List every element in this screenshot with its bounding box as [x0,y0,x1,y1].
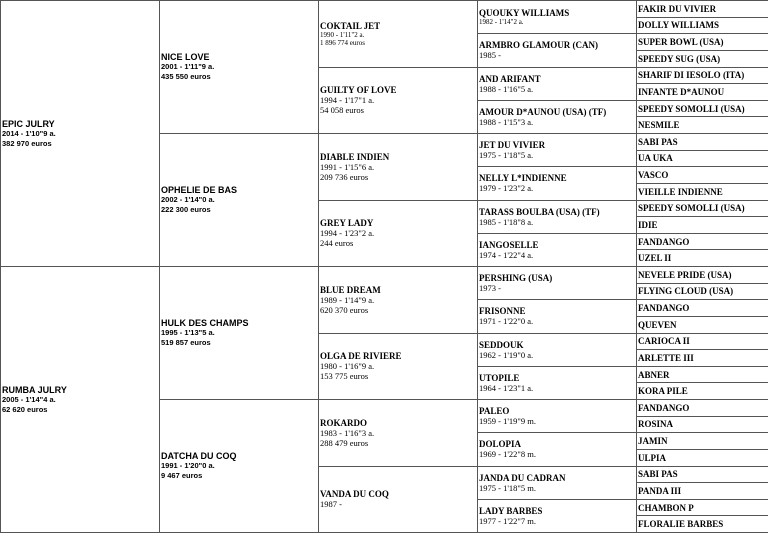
horse-record: 1964 - 1'23"1 a. [479,382,534,393]
horse-earnings: 62 620 euros [2,404,48,414]
horse-name: RUMBA JULRY [2,384,67,395]
ancestor-gen3 [319,134,478,201]
horse-record: 1991 - 1'15"6 a. [320,161,375,172]
horse-name: LADY BARBES [479,505,543,516]
horse-earnings: 435 550 euros [161,72,211,81]
horse-record: 1962 - 1'19"0 a. [479,349,534,360]
horse-record: 1977 - 1'22"7 m. [479,515,536,526]
horse-name: DOLOPIA [479,439,522,450]
horse-name: NICE LOVE [161,52,210,62]
horse-earnings: 382 970 euros [2,138,52,148]
horse-name: ROKARDO [320,417,367,428]
horse-record: 1969 - 1'22"8 m. [479,449,536,460]
horse-record: 1989 - 1'14"9 a. [320,294,375,305]
horse-name: GREY LADY [320,218,374,229]
ancestor-gen5: QUEVEN [637,316,768,333]
horse-record: 1990 - 1'11"2 a. [320,30,365,39]
ancestor-gen5: UA UKA [637,150,768,167]
ancestor-gen5: SABI PAS [637,466,768,483]
ancestor-gen5: ROSINA [637,416,768,433]
horse-record: 1991 - 1'20"0 a. [161,461,215,470]
horse-earnings: 519 857 euros [161,338,211,347]
horse-record: 2001 - 1'11"9 a. [161,62,215,71]
horse-record: 1959 - 1'19"9 m. [479,416,536,427]
horse-record: 1974 - 1'22"4 a. [479,249,534,260]
ancestor-gen5: SUPER BOWL (USA) [637,34,768,51]
horse-record: 1988 - 1'15"3 a. [479,116,534,127]
horse-earnings: 288 479 euros [320,437,369,448]
horse-record: 1975 - 1'18"5 a. [479,150,534,161]
ancestor-gen5: ULPIA [637,449,768,466]
ancestor-gen5: CHAMBON P [637,499,768,516]
horse-name: PERSHING (USA) [479,273,553,284]
ancestor-gen5: ARLETTE III [637,350,768,367]
ancestor-gen3 [319,333,478,400]
ancestor-gen3 [319,466,478,533]
horse-name: OPHELIE DE BAS [161,185,238,195]
ancestor-gen5: FLORALIE BARBES [637,516,768,533]
horse-record: 1988 - 1'16"5 a. [479,83,534,94]
ancestor-gen4 [478,67,637,100]
horse-name: HULK DES CHAMPS [161,318,249,328]
pedigree-body [1,1,768,533]
horse-earnings: 209 736 euros [320,171,369,182]
horse-name: DATCHA DU COQ [161,451,237,461]
horse-name: ARMBRO GLAMOUR (CAN) [479,40,598,51]
ancestor-gen4 [478,233,637,266]
horse-earnings: 54 058 euros [320,105,364,116]
horse-name: AMOUR D*AUNOU (USA) (TF) [479,106,607,117]
ancestor-gen2 [160,1,319,134]
horse-name: AND ARIFANT [479,73,541,84]
horse-record: 1994 - 1'17"1 a. [320,95,375,106]
horse-earnings: 9 467 euros [161,471,203,480]
horse-earnings: 153 775 euros [320,371,369,382]
ancestor-gen5: NEVELE PRIDE (USA) [637,267,768,284]
horse-record: 1975 - 1'18"5 m. [479,482,536,493]
ancestor-gen4 [478,466,637,499]
horse-name: GUILTY OF LOVE [320,85,397,96]
ancestor-gen5: IDIE [637,217,768,234]
ancestor-gen3 [319,200,478,267]
ancestor-gen5: DOLLY WILLIAMS [637,17,768,34]
pedigree-row [1,1,768,18]
ancestor-gen5: FANDANGO [637,400,768,417]
horse-earnings: 620 370 euros [320,304,369,315]
ancestor-gen4 [478,1,637,34]
ancestor-gen5: KORA PILE [637,383,768,400]
ancestor-gen5: FLYING CLOUD (USA) [637,283,768,300]
horse-record: 1971 - 1'22"0 a. [479,316,534,327]
ancestor-gen4 [478,366,637,399]
ancestor-gen3 [319,67,478,134]
horse-record: 1987 - [320,499,342,510]
horse-name: QUOUKY WILLIAMS [479,8,570,19]
horse-record: 1983 - 1'16"3 a. [320,427,375,438]
ancestor-gen4 [478,34,637,67]
horse-name: VANDA DU COQ [320,489,389,500]
horse-record: 2014 - 1'10"9 a. [2,128,56,138]
ancestor-gen2 [160,267,319,400]
horse-name: OLGA DE RIVIERE [320,351,402,362]
ancestor-gen1 [1,1,160,267]
ancestor-gen3 [319,267,478,334]
ancestor-gen4 [478,433,637,466]
horse-record: 1979 - 1'23"2 a. [479,183,534,194]
ancestor-gen4 [478,134,637,167]
horse-name: UTOPILE [479,372,520,383]
horse-earnings: 1 896 774 euros [320,38,365,47]
horse-name: PALEO [479,406,510,417]
horse-record: 2002 - 1'14"0 a. [161,195,215,204]
horse-name: JET DU VIVIER [479,140,546,151]
ancestor-gen3 [319,400,478,467]
horse-name: BLUE DREAM [320,284,381,295]
ancestor-gen5: PANDA III [637,483,768,500]
ancestor-gen5: VIEILLE INDIENNE [637,183,768,200]
ancestor-gen4 [478,267,637,300]
horse-record: 1985 - [479,50,501,61]
ancestor-gen5: VASCO [637,167,768,184]
ancestor-gen3 [319,1,478,68]
ancestor-gen5: JAMIN [637,433,768,450]
ancestor-gen5: SHARIF DI IESOLO (ITA) [637,67,768,84]
ancestor-gen2 [160,134,319,267]
horse-name: FRISONNE [479,306,526,317]
horse-name: NELLY L*INDIENNE [479,173,567,184]
ancestor-gen5: ABNER [637,366,768,383]
horse-name: SEDDOUK [479,339,524,350]
horse-name: DIABLE INDIEN [320,151,390,162]
ancestor-gen5: FANDANGO [637,233,768,250]
horse-earnings: 244 euros [320,238,354,249]
ancestor-gen5: SPEEDY SOMOLLI (USA) [637,200,768,217]
horse-name: TARASS BOULBA (USA) (TF) [479,206,600,217]
ancestor-gen5: INFANTE D*AUNOU [637,84,768,101]
ancestor-gen2 [160,400,319,533]
ancestor-gen5: FANDANGO [637,300,768,317]
ancestor-gen5: UZEL II [637,250,768,267]
ancestor-gen4 [478,499,637,532]
ancestor-gen5: FAKIR DU VIVIER [637,1,768,18]
ancestor-gen1 [1,267,160,533]
ancestor-gen5: SPEEDY SOMOLLI (USA) [637,100,768,117]
ancestor-gen5: CARIOCA II [637,333,768,350]
pedigree-row [1,267,768,284]
horse-record: 1995 - 1'13"5 a. [161,328,215,337]
ancestor-gen4 [478,300,637,333]
horse-record: 2005 - 1'14"4 a. [2,394,56,404]
horse-name: EPIC JULRY [2,118,55,129]
ancestor-gen4 [478,100,637,133]
horse-name: IANGOSELLE [479,239,539,250]
horse-record: 1985 - 1'18"8 a. [479,216,534,227]
horse-earnings: 222 300 euros [161,205,211,214]
ancestor-gen4 [478,167,637,200]
horse-record: 1973 - [479,283,501,294]
ancestor-gen4 [478,333,637,366]
ancestor-gen5: SPEEDY SUG (USA) [637,50,768,67]
ancestor-gen4 [478,400,637,433]
ancestor-gen5: NESMILE [637,117,768,134]
horse-name: COKTAIL JET [320,20,381,31]
horse-name: JANDA DU CADRAN [479,472,566,483]
ancestor-gen4 [478,200,637,233]
horse-record: 1980 - 1'16"9 a. [320,361,375,372]
ancestor-gen5: SABI PAS [637,134,768,151]
horse-record: 1994 - 1'23"2 a. [320,228,375,239]
horse-record: 1982 - 1'14"2 a. [479,18,524,27]
